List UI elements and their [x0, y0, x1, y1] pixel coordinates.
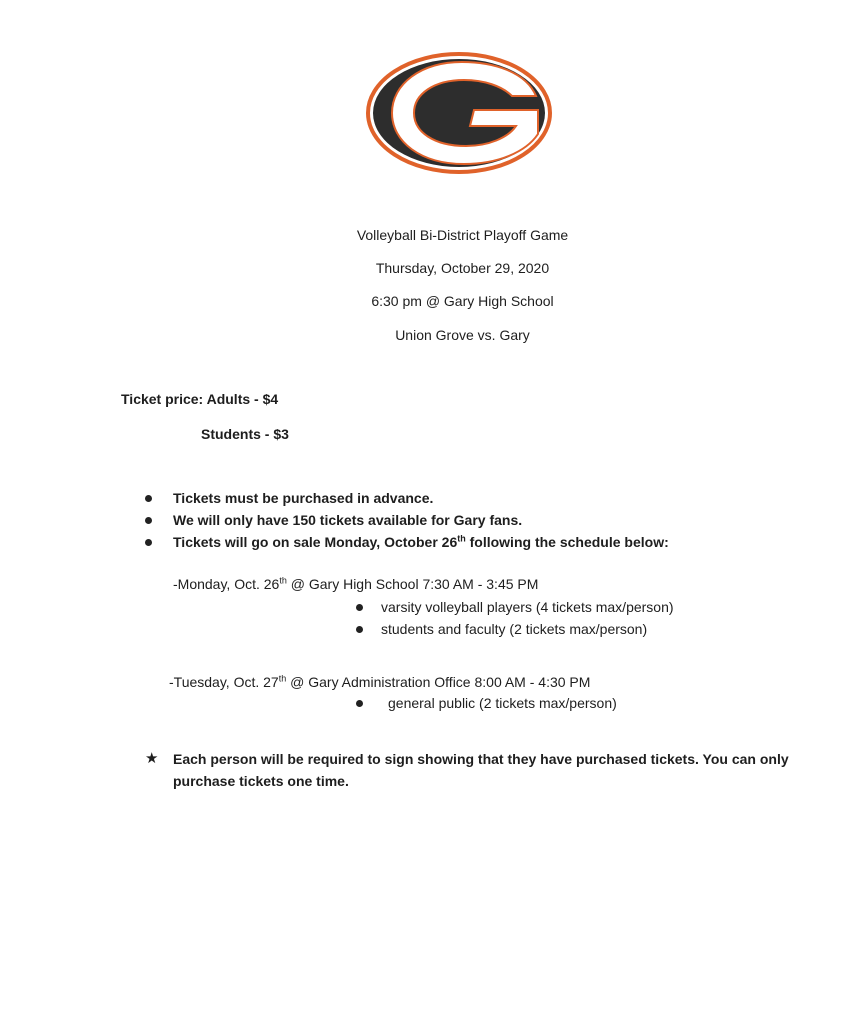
bullet-item: Tickets must be purchased in advance. — [145, 490, 433, 506]
star-icon: ★ — [145, 750, 159, 767]
bullet-dot-icon — [145, 495, 152, 502]
bullet-item: Tickets will go on sale Monday, October 26th following the schedule below: — [145, 534, 669, 550]
schedule-tuesday: -Tuesday, Oct. 27th @ Gary Administration Office 8:00 AM - 4:30 PM — [169, 673, 591, 690]
bullet-dot-icon — [145, 517, 152, 524]
bullet-dot-icon — [356, 604, 363, 611]
event-time-location: 6:30 pm @ Gary High School — [371, 293, 554, 309]
schedule-item: students and faculty (2 tickets max/person) — [356, 621, 647, 637]
adult-ticket-price: Ticket price: Adults - $4 — [121, 391, 279, 407]
schedule-item: varsity volleyball players (4 tickets max/person) — [356, 599, 674, 615]
gary-g-logo — [366, 50, 562, 180]
signature-note: ★ Each person will be required to sign showing that they have purchased tickets. You can only purchase tickets one time. — [145, 750, 789, 789]
schedule-item: general public (2 tickets max/person) — [356, 695, 617, 711]
student-ticket-price: Students - $3 — [201, 426, 289, 442]
event-matchup: Union Grove vs. Gary — [395, 327, 530, 343]
bullet-dot-icon — [356, 626, 363, 633]
event-date: Thursday, October 29, 2020 — [375, 260, 550, 276]
bullet-dot-icon — [356, 700, 363, 707]
schedule-monday: -Monday, Oct. 26th @ Gary High School 7:30 AM - 3:45 PM — [173, 575, 539, 592]
bullet-dot-icon — [145, 539, 152, 546]
bullet-item: We will only have 150 tickets available for Gary fans. — [145, 512, 522, 528]
event-title: Volleyball Bi-District Playoff Game — [356, 227, 569, 243]
